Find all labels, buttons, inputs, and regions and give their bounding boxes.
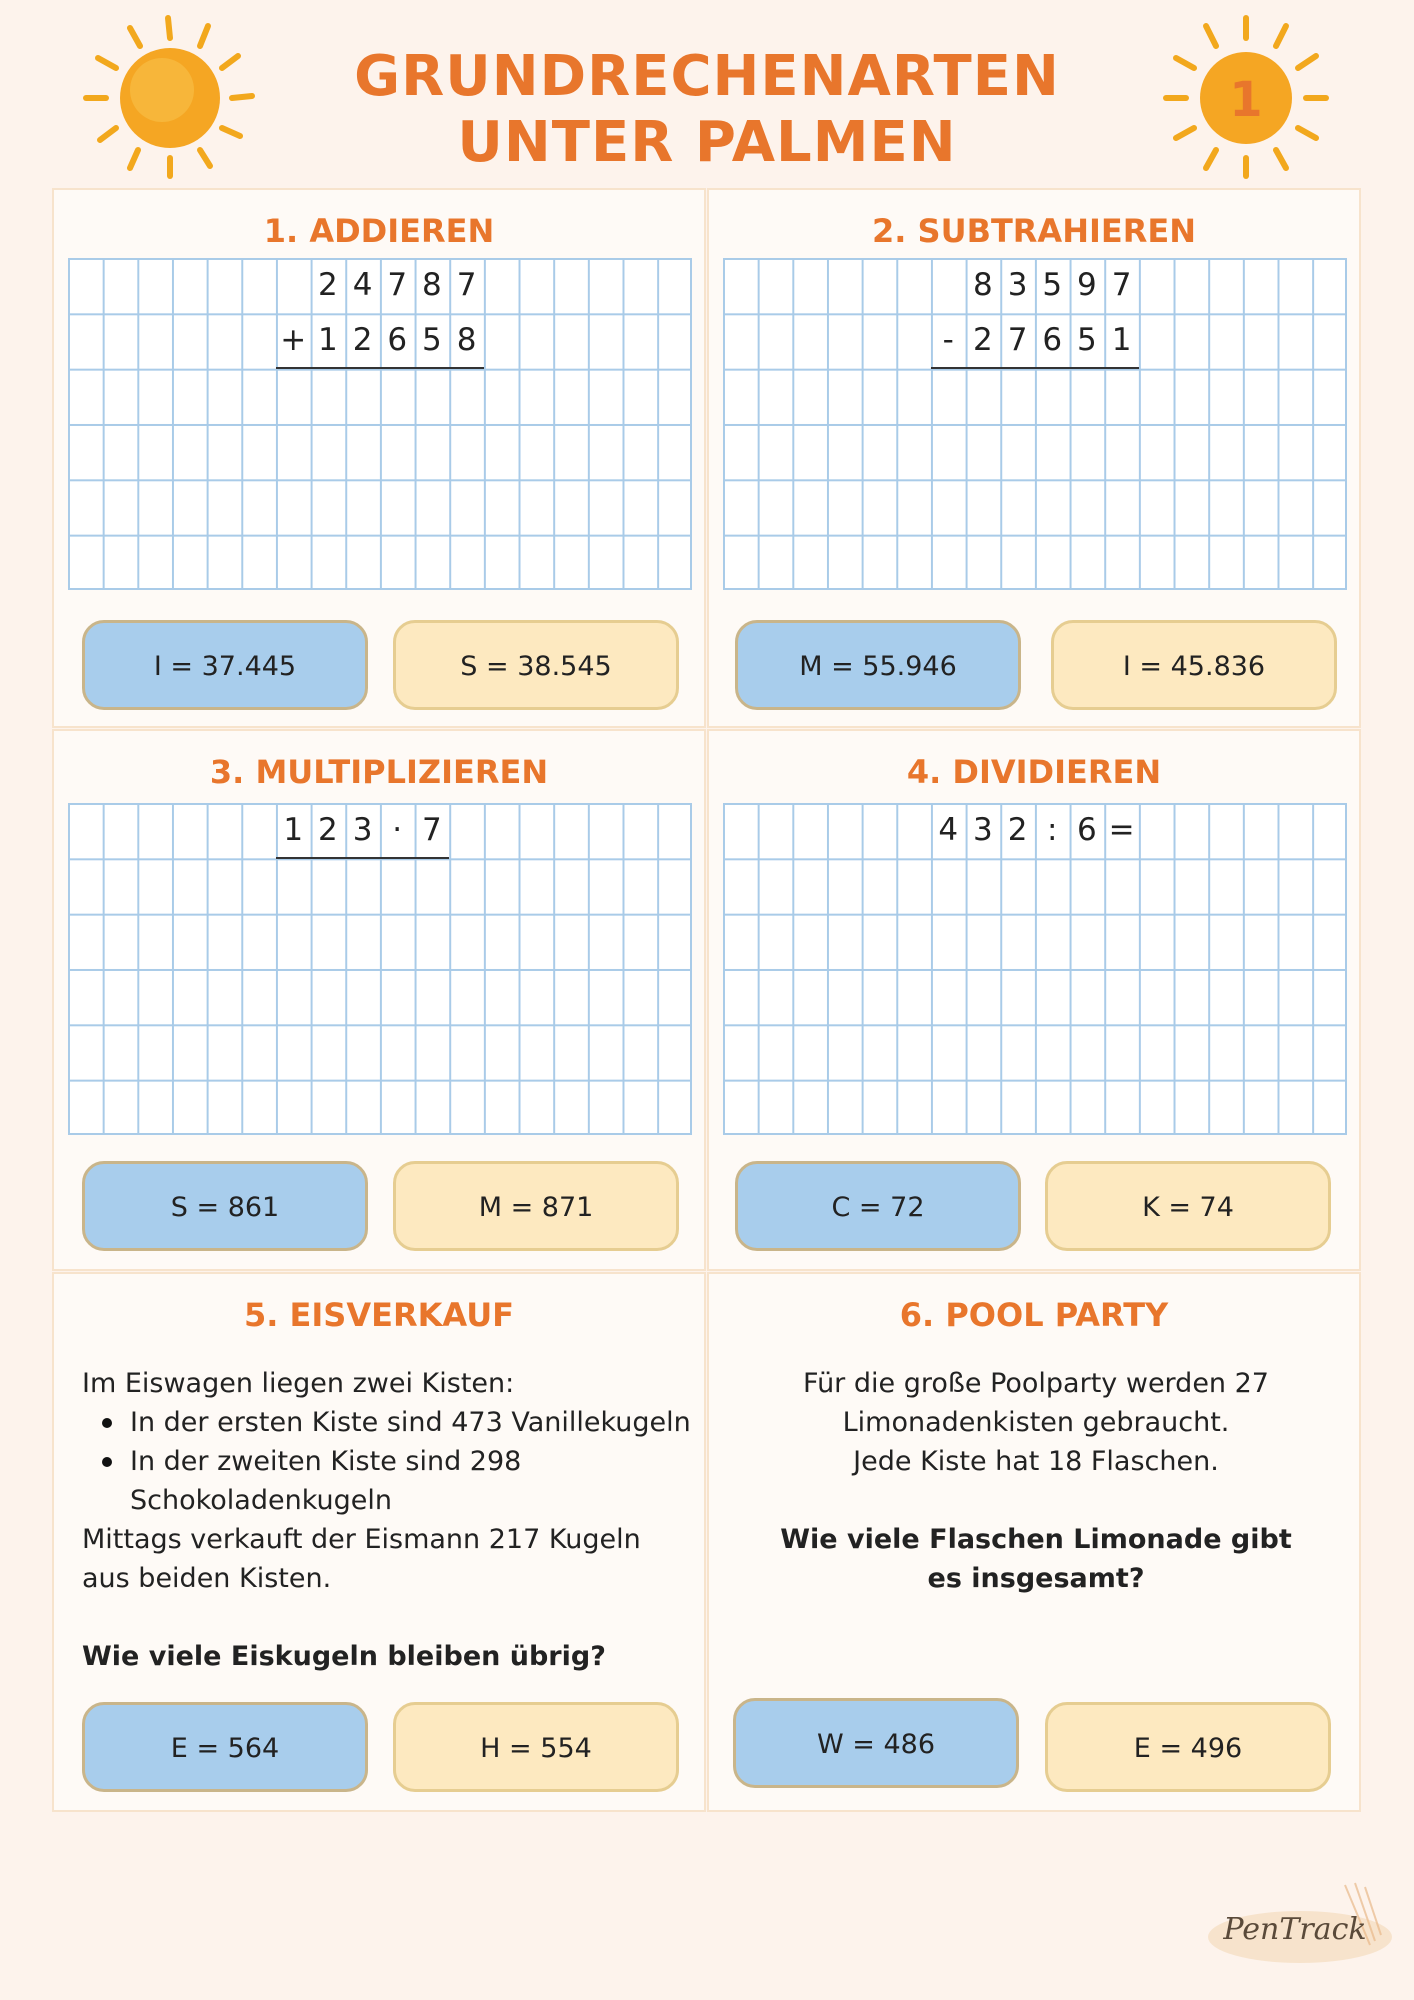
answer-button[interactable]: I = 45.836 (1051, 620, 1337, 710)
multiply-sign: · (392, 812, 403, 848)
sun-icon (1160, 12, 1330, 182)
problem-intro: Im Eiswagen liegen zwei Kisten: (82, 1368, 515, 1399)
section-title: 6. POOL PARTY (899, 1296, 1169, 1334)
problem-line: Jede Kiste hat 18 Flaschen. (853, 1446, 1219, 1477)
product-line (276, 857, 449, 859)
list-item: In der zweiten Kiste sind 298 Schokoladenkugeln (82, 1442, 692, 1520)
answer-button[interactable]: E = 564 (82, 1702, 368, 1792)
digit: 2 (352, 322, 373, 359)
digit: 7 (1007, 322, 1028, 359)
digit: 6 (1042, 322, 1063, 359)
problem-line: Limonadenkisten gebraucht. (842, 1407, 1230, 1438)
digit: 3 (352, 812, 373, 848)
panel-eisverkauf (52, 1272, 706, 1812)
answer-button[interactable]: I = 37.445 (82, 620, 368, 710)
pentrack-logo (1195, 1875, 1405, 1975)
answer-button[interactable]: W = 486 (733, 1698, 1019, 1788)
digit: 1 (318, 322, 338, 359)
digit: 7 (1111, 267, 1132, 303)
digit: 8 (422, 267, 442, 303)
section-title: 3. MULTIPLIZIEREN (209, 753, 549, 791)
minus-sign: - (942, 322, 954, 359)
digit: 2 (973, 322, 993, 359)
sum-line (276, 367, 484, 369)
math-grid[interactable] (68, 258, 692, 590)
math-grid[interactable] (68, 803, 692, 1135)
answer-button[interactable]: S = 861 (82, 1161, 368, 1251)
section-title: 2. SUBTRAHIEREN (871, 212, 1197, 250)
digit: 3 (1007, 267, 1028, 303)
digit: 1 (283, 812, 304, 848)
section-title: 1. ADDIEREN (263, 212, 495, 250)
digit: 3 (973, 812, 993, 848)
page-number: 1 (1229, 72, 1263, 128)
section-title: 4. DIVIDIEREN (906, 753, 1162, 791)
word-problem (82, 1364, 692, 1676)
panel-dividieren (707, 729, 1361, 1271)
equals-sign: = (1108, 812, 1135, 848)
digit: 6 (387, 322, 408, 359)
logo-text: PenTrack (1223, 1912, 1367, 1947)
digit: 5 (1077, 322, 1097, 359)
answer-button[interactable]: K = 74 (1045, 1161, 1331, 1251)
digit: 7 (456, 267, 477, 303)
math-grid[interactable] (723, 258, 1347, 590)
math-grid[interactable] (723, 803, 1347, 1135)
digit: 7 (422, 812, 442, 848)
answer-button[interactable]: M = 871 (393, 1161, 679, 1251)
problem-question: Wie viele Eiskugeln bleiben übrig? (82, 1641, 606, 1672)
title-line-2: UNTER PALMEN (457, 110, 957, 175)
difference-line (931, 367, 1139, 369)
digit: 2 (318, 812, 338, 848)
digit: 7 (387, 267, 408, 303)
problem-line: Für die große Poolparty werden 27 (803, 1368, 1269, 1399)
plus-sign: + (280, 322, 307, 359)
bullet-list (82, 1403, 692, 1520)
digit: 8 (973, 267, 993, 303)
panel-subtrahieren (707, 188, 1361, 728)
digit: 4 (938, 812, 959, 848)
digit: 4 (352, 267, 373, 303)
divide-sign: : (1046, 812, 1058, 848)
problem-question: Wie viele Flaschen Limonade gibt es insgesamt? (780, 1524, 1292, 1594)
digit: 8 (456, 322, 477, 359)
section-title: 5. EISVERKAUF (243, 1296, 515, 1334)
panel-multiplizieren (52, 729, 706, 1271)
digit: 9 (1077, 267, 1097, 303)
title-line-1: GRUNDRECHENARTEN (354, 44, 1060, 109)
answer-button[interactable]: S = 38.545 (393, 620, 679, 710)
header (0, 0, 1414, 185)
digit: 2 (318, 267, 338, 303)
word-problem (729, 1364, 1343, 1598)
digit: 1 (1111, 322, 1132, 359)
digit: 5 (1042, 267, 1063, 303)
answer-button[interactable]: E = 496 (1045, 1702, 1331, 1792)
answer-button[interactable]: M = 55.946 (735, 620, 1021, 710)
problem-text: Mittags verkauft der Eismann 217 Kugeln aus beiden Kisten. (82, 1524, 641, 1594)
panel-pool-party (707, 1272, 1361, 1812)
panel-addieren (52, 188, 706, 728)
digit: 6 (1077, 812, 1097, 848)
digit: 2 (1007, 812, 1028, 848)
digit: 5 (422, 322, 442, 359)
answer-button[interactable]: C = 72 (735, 1161, 1021, 1251)
list-item: In der ersten Kiste sind 473 Vanillekugeln (82, 1403, 692, 1442)
answer-button[interactable]: H = 554 (393, 1702, 679, 1792)
